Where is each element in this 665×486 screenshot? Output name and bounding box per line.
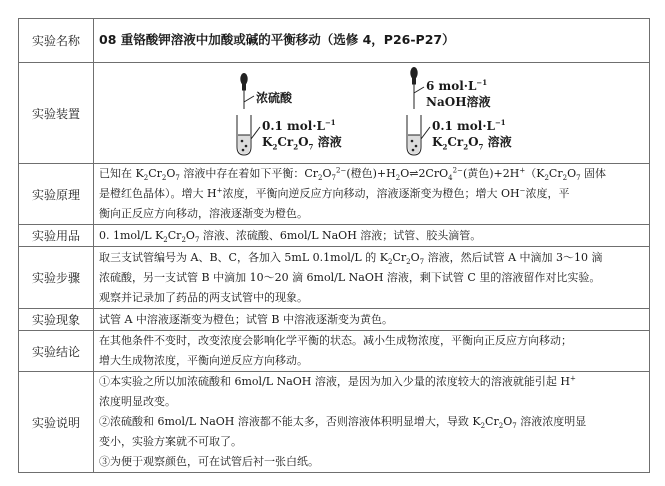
notes-text: ①本实验之所以加浓硫酸和 6mol/L NaOH 溶液，是因为加入少量的浓度较大的溶液就能引起 H+ 浓度明显改变。 ②浓硫酸和 6mol/L NaOH 溶液都不能太多，否则溶液体积明显增大，导致 $K_2Cr_2O_7$ 溶液浓度明显 变小，实验方案就不可取了。 ③为便于观察颜色，可在试管后衬一张白纸。 <box>94 372 650 473</box>
header-phenomenon: 实验现象 <box>19 309 94 331</box>
right-conc-label: 0.1 $mol\cdot L^{-1}$ <box>432 118 506 133</box>
right-solution-label: $K_2Cr_2O_7$ 溶液 <box>432 135 512 152</box>
header-steps: 实验步骤 <box>19 247 94 309</box>
steps-text: 取三支试管编号为 A、B、C，各加入 5mL 0.1mol/L 的 $K_2Cr_2O_7$ 溶液，然后试管 A 中滴加 3～10 滴 浓硫酸，另一支试管 B 中滴加 10～20 滴 6mol/L NaOH 溶液，剩下试管 C 里的溶液留作对比实验。 观察并记录加了药品的两支试管中的现象。 <box>94 247 650 309</box>
experiment-title: 08 重铬酸钾溶液中加酸或碱的平衡移动（选修 4，P26-P27） <box>99 32 455 47</box>
apparatus-drawing <box>94 63 654 163</box>
conclusion-text: 在其他条件不变时，改变浓度会影响化学平衡的状态。减小生成物浓度，平衡向正反应方向移动； 增大生成物浓度，平衡向逆反应方向移动。 <box>94 331 650 372</box>
row-items <box>19 225 650 247</box>
left-reagent-label: 浓硫酸 <box>256 91 293 105</box>
header-conclusion: 实验结论 <box>19 331 94 372</box>
phenomenon-text: 试管 A 中溶液逐渐变为橙色；试管 B 中溶液逐渐变为黄色。 <box>94 309 650 331</box>
equilibrium-arrow: ⇌ <box>409 167 419 180</box>
items-text: 0. 1mol/L $K_2Cr_2O_7$ 溶液、浓硫酸、6mol/L NaOH 溶液；试管、胶头滴管。 <box>94 225 650 247</box>
left-solution-label: $K_2Cr_2O_7$ 溶液 <box>262 135 342 152</box>
left-dropper <box>241 74 254 110</box>
row-conclusion <box>19 331 650 372</box>
row-phenomenon <box>19 309 650 331</box>
header-items: 实验用品 <box>19 225 94 247</box>
left-test-tube <box>237 115 260 155</box>
header-apparatus: 实验装置 <box>19 63 94 164</box>
header-name: 实验名称 <box>19 19 94 63</box>
left-conc-label: 0.1 $mol\cdot L^{-1}$ <box>262 118 336 133</box>
right-reagent-label: NaOH溶液 <box>426 95 491 109</box>
header-notes: 实验说明 <box>19 372 94 473</box>
right-dropper <box>411 68 424 110</box>
principle-text: 已知在 $K_2Cr_2O_7$ 溶液中存在着如下平衡：$Cr_2O_7^{2-}$(橙色)$+H_2O\rightleftharpoons 2CrO_4^{2-}$(黄色)$+2H^+(K_2Cr_2O_7$ 固体 是橙红色晶体）。增大 H+浓度，平衡向逆反应方向移动，溶液逐渐变为橙色；增大 OH−浓度，平 衡向正反应方向移动，溶液逐渐变为橙色。 <box>94 164 650 225</box>
row-notes <box>19 372 650 473</box>
apparatus-figure <box>94 63 649 163</box>
row-apparatus <box>19 63 650 164</box>
row-steps <box>19 247 650 309</box>
right-test-tube <box>407 115 430 155</box>
right-conc-top-label: 6 $mol\cdot L^{-1}$ <box>426 78 488 93</box>
experiment-table <box>18 18 650 473</box>
row-principle <box>19 164 650 225</box>
row-name <box>19 19 650 63</box>
header-principle: 实验原理 <box>19 164 94 225</box>
